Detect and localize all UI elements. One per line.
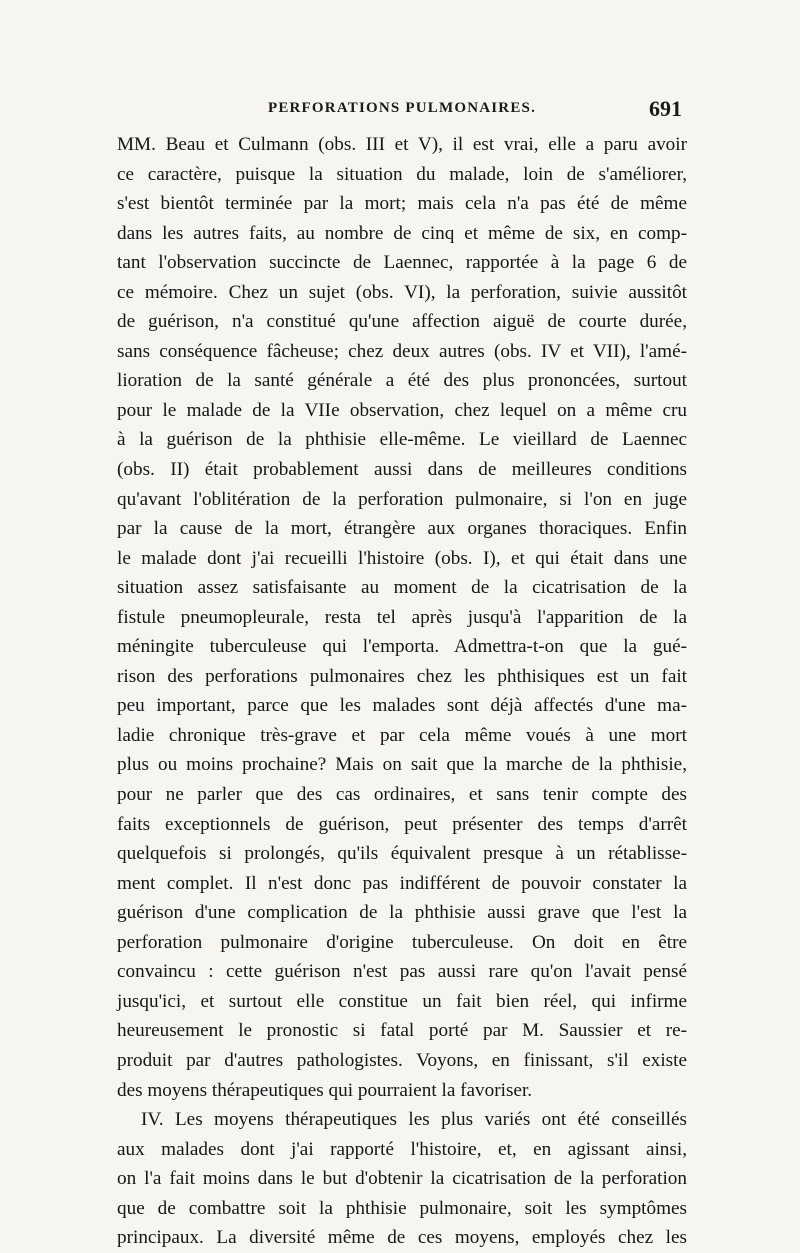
text-line: dans les autres faits, au nombre de cinq et même de six, en comp- [117, 222, 687, 244]
page-number: 691 [649, 96, 682, 121]
text-line: MM. Beau et Culmann (obs. III et V), il est vrai, elle a paru avoir [117, 134, 687, 155]
text-line: heureusement le pronostic si fatal porté par M. Saussier et re- [117, 1020, 687, 1042]
text-line: produit par d'autres pathologistes. Voyons, en finissant, s'il existe [117, 1049, 687, 1071]
running-head [118, 96, 686, 122]
text-line: tant l'observation succincte de Laennec, rapportée à la page 6 de [117, 252, 687, 274]
text-line: peu important, parce que les malades sont déjà affectés d'une ma- [117, 695, 687, 717]
body-text [117, 130, 687, 1253]
text-line: ment complet. Il n'est donc pas indifférent de pouvoir constater la [117, 872, 687, 894]
text-line: ce mémoire. Chez un sujet (obs. VI), la perforation, suivie aussitôt [117, 281, 687, 303]
text-line: méningite tuberculeuse qui l'emporta. Admettra-t-on que la gué- [117, 636, 687, 658]
text-line: on l'a fait moins dans le but d'obtenir la cicatrisation de la perforation [117, 1168, 687, 1190]
text-line: plus ou moins prochaine? Mais on sait que la marche de la phthisie, [117, 754, 687, 776]
section-start-line: IV. Les moyens thérapeutiques les plus variés ont été conseillés [141, 1109, 687, 1131]
text-line: ladie chronique très-grave et par cela même voués à une mort [117, 724, 687, 746]
text-line: aux malades dont j'ai rapporté l'histoire, et, en agissant ainsi, [117, 1138, 687, 1160]
text-line: pour le malade de la VIIe observation, chez lequel on a même cru [117, 399, 687, 421]
text-line: le malade dont j'ai recueilli l'histoire (obs. I), et qui était dans une [117, 547, 687, 569]
text-line: pour ne parler que des cas ordinaires, et sans tenir compte des [117, 784, 687, 806]
text-line: rison des perforations pulmonaires chez les phthisiques est un fait [117, 665, 687, 687]
text-line: de guérison, n'a constitué qu'une affection aiguë de courte durée, [117, 311, 687, 333]
text-line: guérison d'une complication de la phthisie aussi grave que l'est la [117, 902, 687, 924]
text-line: principaux. La diversité même de ces moyens, employés chez les [117, 1227, 687, 1249]
text-line: qu'avant l'oblitération de la perforation pulmonaire, si l'on en juge [117, 488, 687, 510]
text-line: convaincu : cette guérison n'est pas aussi rare qu'on l'avait pensé [117, 961, 687, 983]
paragraph-end-line: des moyens thérapeutiques qui pourraient la favoriser. [117, 1079, 533, 1101]
text-line: faits exceptionnels de guérison, peut présenter des temps d'arrêt [117, 813, 687, 835]
text-line: ce caractère, puisque la situation du malade, loin de s'améliorer, [117, 163, 687, 185]
text-line: s'est bientôt terminée par la mort; mais cela n'a pas été de même [117, 193, 687, 215]
text-line: à la guérison de la phthisie elle-même. Le vieillard de Laennec [117, 429, 687, 451]
text-line: quelquefois si prolongés, qu'ils équivalent presque à un rétablisse- [117, 843, 687, 865]
text-line: (obs. II) était probablement aussi dans de meilleures conditions [117, 459, 687, 481]
text-line: jusqu'ici, et surtout elle constitue un fait bien réel, qui infirme [117, 990, 687, 1012]
running-title: PERFORATIONS PULMONAIRES. [267, 100, 537, 116]
text-line: perforation pulmonaire d'origine tuberculeuse. On doit en être [117, 931, 687, 953]
text-line: fistule pneumopleurale, resta tel après jusqu'à l'apparition de la [117, 606, 687, 628]
text-line: par la cause de la mort, étrangère aux organes thoraciques. Enfin [117, 518, 687, 540]
text-line: situation assez satisfaisante au moment de la cicatrisation de la [117, 577, 687, 599]
text-line: sans conséquence fâcheuse; chez deux autres (obs. IV et VII), l'amé- [117, 340, 687, 362]
text-line: que de combattre soit la phthisie pulmonaire, soit les symptômes [117, 1197, 687, 1219]
text-line: lioration de la santé générale a été des plus prononcées, surtout [117, 370, 687, 392]
